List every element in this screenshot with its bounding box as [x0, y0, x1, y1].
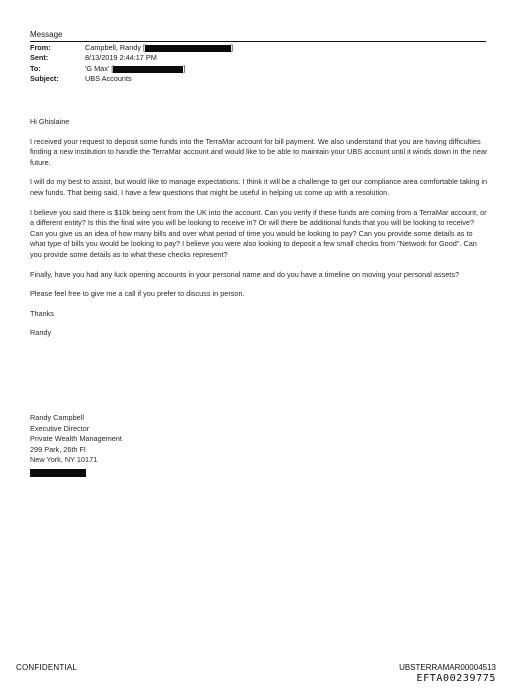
- subject-row: [30, 74, 233, 84]
- from-email-redaction: [145, 43, 234, 52]
- to-email-redaction: [113, 63, 186, 73]
- footer-efta-number: EFTA00239775: [416, 673, 496, 684]
- paragraph-3: I believe you said there is $10k being sent from the UK into the account. Can you verify if these funds are coming from a TerraMar account, or a different entity? Is this the final wire you will be looking to receive in? Or will there be additional funds that you will be looking to receive? Can you give us an idea of how many bills and over what period of time you would be looking to pay? Can you provide some details as to what type of bills you would be looking to pay? I believe you were also looking to deposit a few small checks from "Network for Good". Can you provide some details as to what these checks represent?: [30, 207, 487, 259]
- message-body: [30, 117, 488, 348]
- thanks-line: Thanks: [30, 308, 54, 318]
- signoff-line: Randy: [30, 328, 52, 338]
- signature-block: [30, 413, 122, 466]
- greeting: Hi Ghislaine: [30, 117, 70, 126]
- from-row: [30, 43, 233, 53]
- footer-confidential: CONFIDENTIAL: [16, 663, 78, 672]
- to-label: To:: [30, 63, 41, 73]
- paragraph-2: I will do my best to assist, but would like to manage expectations. I think it will be a challenge to get our compliance area comfortable taking in new funds. That being said, I have a few questions that might be useful in helping us come up with a resolution.: [30, 177, 488, 197]
- signature-title: Executive Director: [30, 423, 90, 433]
- to-value: [85, 64, 185, 74]
- subject-label: Subject:: [30, 74, 59, 84]
- from-close-bracket: ]: [231, 43, 234, 52]
- email-headers: [30, 43, 233, 85]
- sent-label: Sent:: [30, 53, 49, 63]
- paragraph-4: Finally, have you had any luck opening accounts in your personal name and do you have a timeline on moving your personal assets?: [30, 269, 460, 279]
- sent-row: [30, 53, 233, 63]
- from-name: Campbell, Randy [: [85, 43, 146, 52]
- paragraph-5: Please feel free to give me a call if you prefer to discuss in person.: [30, 289, 245, 299]
- to-row: [30, 64, 233, 74]
- signature-address-1: 299 Park, 26th Fl: [30, 444, 86, 454]
- header-rule: [30, 41, 486, 42]
- signature-department: Private Wealth Management: [30, 434, 122, 444]
- from-label: From:: [30, 43, 51, 52]
- from-value: [85, 43, 233, 53]
- signature-redaction: [30, 469, 86, 477]
- signature-name: Randy Campbell: [30, 413, 84, 422]
- signature-address-2: New York, NY 10171: [30, 455, 98, 465]
- to-name: 'G Max' [: [85, 63, 114, 73]
- subject-value: UBS Accounts: [85, 74, 132, 84]
- paragraph-1: I received your request to deposit some funds into the TerraMar account for bill payment. We also understand that you are having difficulties finding a new institution to handle the TerraMar account and would like to be able to maintain your UBS account until it winds down in the near future.: [30, 136, 488, 167]
- page-label: Message: [30, 30, 63, 39]
- sent-value: 8/13/2019 2:44:17 PM: [85, 53, 157, 63]
- to-close-bracket: ]: [183, 63, 186, 73]
- footer-bates-number: UBSTERRAMAR00004513: [399, 663, 496, 672]
